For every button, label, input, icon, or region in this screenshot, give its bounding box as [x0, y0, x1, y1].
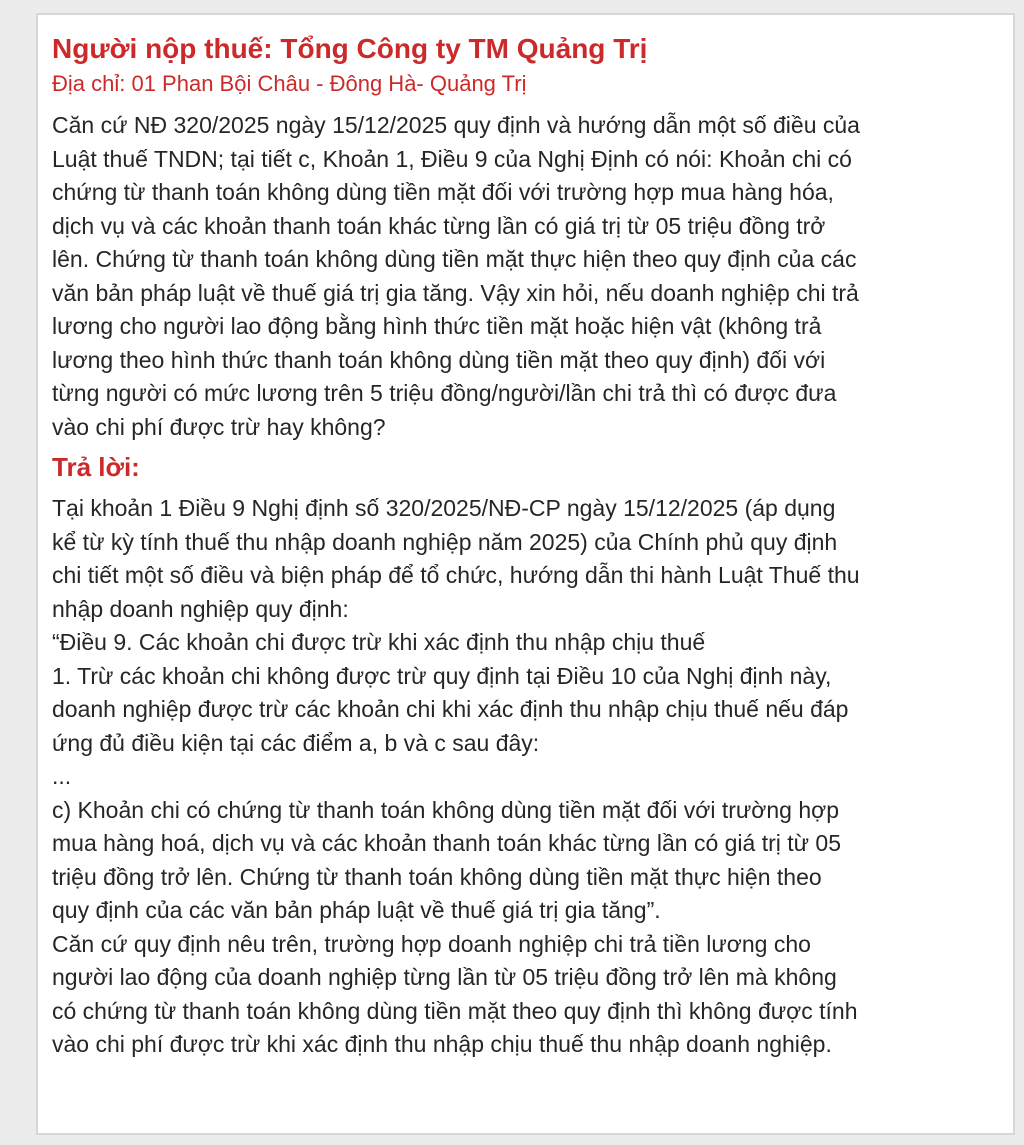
- answer-line: Căn cứ quy định nêu trên, trường hợp doanh nghiệp chi trả tiền lương cho: [52, 930, 811, 957]
- answer-line: kể từ kỳ tính thuế thu nhập doanh nghiệp năm 2025) của Chính phủ quy định: [52, 528, 838, 555]
- answer-line: chi tiết một số điều và biện pháp để tổ chức, hướng dẫn thi hành Luật Thuế thu: [52, 562, 860, 588]
- question-line: lương cho người lao động bằng hình thức tiền mặt hoặc hiện vật (không trả: [52, 313, 822, 339]
- answer-line: người lao động của doanh nghiệp từng lần từ 05 triệu đồng trở lên mà không: [52, 964, 837, 990]
- answer-line: vào chi phí được trừ khi xác định thu nhập chịu thuế thu nhập doanh nghiệp.: [52, 1031, 832, 1057]
- answer-line: nhập doanh nghiệp quy định:: [52, 595, 349, 622]
- question-line: vào chi phí được trừ hay không?: [52, 413, 386, 440]
- answer-line: có chứng từ thanh toán không dùng tiền mặt theo quy định thì không được tính: [52, 997, 858, 1024]
- taxpayer-title: Người nộp thuế: Tổng Công ty TM Quảng Trị: [52, 33, 648, 64]
- answer-line: ...: [52, 763, 72, 789]
- question-text: [52, 109, 999, 444]
- answer-line: Tại khoản 1 Điều 9 Nghị định số 320/2025/NĐ-CP ngày 15/12/2025 (áp dụng: [52, 495, 836, 521]
- question-line: chứng từ thanh toán không dùng tiền mặt đối với trường hợp mua hàng hóa,: [52, 179, 834, 205]
- question-line: Luật thuế TNDN; tại tiết c, Khoản 1, Điều 9 của Nghị Định có nói: Khoản chi có: [52, 145, 852, 172]
- answer-line: doanh nghiệp được trừ các khoản chi khi xác định thu nhập chịu thuế nếu đáp: [52, 696, 849, 722]
- answer-line: triệu đồng trở lên. Chứng từ thanh toán không dùng tiền mặt thực hiện theo: [52, 863, 822, 890]
- answer-line: “Điều 9. Các khoản chi được trừ khi xác định thu nhập chịu thuế: [52, 629, 706, 655]
- question-line: lên. Chứng từ thanh toán không dùng tiền mặt thực hiện theo quy định của các: [52, 246, 857, 272]
- answer-line: mua hàng hoá, dịch vụ và các khoản thanh toán khác từng lần có giá trị từ 05: [52, 830, 842, 856]
- question-line: lương theo hình thức thanh toán không dùng tiền mặt theo quy định) đối với: [52, 346, 826, 373]
- answer-line: 1. Trừ các khoản chi không được trừ quy định tại Điều 10 của Nghị định này,: [52, 662, 832, 689]
- answer-line: c) Khoản chi có chứng từ thanh toán không dùng tiền mặt đối với trường hợp: [52, 796, 840, 823]
- answer-heading: Trả lời:: [52, 452, 140, 482]
- question-line: Căn cứ NĐ 320/2025 ngày 15/12/2025 quy định và hướng dẫn một số điều của: [52, 112, 860, 138]
- question-line: dịch vụ và các khoản thanh toán khác từng lần có giá trị từ 05 triệu đồng trở: [52, 212, 826, 239]
- question-line: văn bản pháp luật về thuế giá trị gia tăng. Vậy xin hỏi, nếu doanh nghiệp chi trả: [52, 279, 859, 306]
- question-line: từng người có mức lương trên 5 triệu đồng/người/lần chi trả thì có được đưa: [52, 380, 837, 406]
- answer-line: quy định của các văn bản pháp luật về thuế giá trị gia tăng”.: [52, 897, 661, 923]
- qa-card: [36, 13, 1015, 1135]
- answer-text: [52, 492, 999, 1062]
- answer-line: ứng đủ điều kiện tại các điểm a, b và c sau đây:: [52, 729, 540, 756]
- taxpayer-address: Địa chỉ: 01 Phan Bội Châu - Đông Hà- Quảng Trị: [52, 71, 527, 96]
